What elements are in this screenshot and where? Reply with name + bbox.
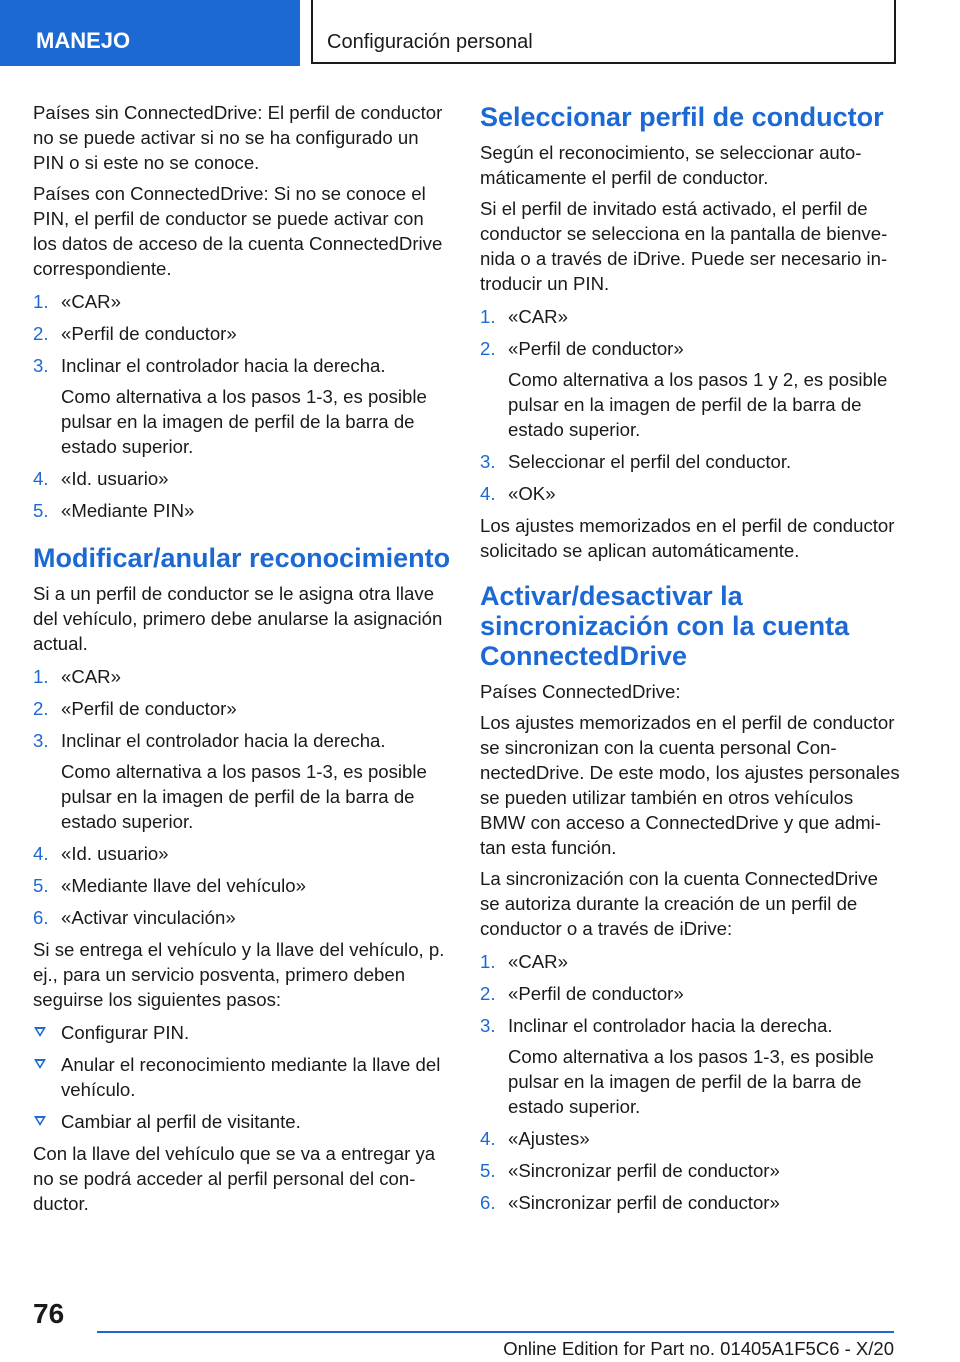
section-heading: Modificar/anular reconocimiento bbox=[33, 543, 451, 573]
step-item bbox=[33, 873, 451, 898]
step-number: 3. bbox=[480, 451, 496, 472]
step-text: «Perfil de conductor» bbox=[508, 338, 684, 359]
step-item bbox=[33, 664, 451, 689]
step-number: 5. bbox=[33, 500, 49, 521]
step-item bbox=[33, 905, 451, 930]
step-note: Como alternativa a los pasos 1 y 2, es posible pulsar en la imagen de perfil de la barra de estado superior. bbox=[508, 369, 888, 440]
step-number: 2. bbox=[33, 698, 49, 719]
step-item bbox=[480, 1190, 900, 1215]
step-item bbox=[480, 336, 900, 442]
step-text: «Sincronizar perfil de conductor» bbox=[508, 1192, 780, 1213]
step-number: 3. bbox=[33, 730, 49, 751]
step-text: Inclinar el controlador hacia la derecha. bbox=[508, 1015, 833, 1036]
step-number: 5. bbox=[33, 875, 49, 896]
step-text: «CAR» bbox=[508, 306, 568, 327]
triangle-bullet-icon bbox=[34, 1116, 46, 1126]
chapter-title: Configuración personal bbox=[311, 0, 896, 64]
right-column bbox=[480, 100, 900, 1222]
step-text: «Id. usuario» bbox=[61, 468, 169, 489]
paragraph: Los ajustes memorizados en el perfil de conductor se sincronizan con la cuenta personal ConnectedDrive. De este modo, los ajustes personales se pueden utilizar también en otros vehículos BMW con acceso a ConnectedDrive y que admitan esta función. bbox=[480, 712, 900, 858]
step-note: Como alternativa a los pasos 1-3, es posible pulsar en la imagen de perfil de la barra de estado superior. bbox=[508, 1046, 874, 1117]
steps-list bbox=[33, 664, 451, 930]
edition-note: Online Edition for Part no. 01405A1F5C6 - X/20 bbox=[503, 1338, 894, 1359]
step-number: 4. bbox=[480, 483, 496, 504]
footer-divider bbox=[97, 1331, 894, 1333]
step-text: «Mediante PIN» bbox=[61, 500, 195, 521]
step-note: Como alternativa a los pasos 1-3, es posible pulsar en la imagen de perfil de la barra de estado superior. bbox=[61, 761, 427, 832]
step-number: 4. bbox=[33, 843, 49, 864]
page-header bbox=[0, 0, 960, 66]
step-item bbox=[480, 949, 900, 974]
left-column bbox=[33, 100, 451, 1222]
step-text: «Perfil de conductor» bbox=[61, 323, 237, 344]
step-item bbox=[480, 449, 900, 474]
section-heading: Activar/desactivar la sincronización con la cuenta ConnectedDrive bbox=[480, 581, 850, 671]
section-heading: Seleccionar perfil de conductor bbox=[480, 102, 884, 132]
step-item bbox=[480, 1126, 900, 1151]
steps-list bbox=[480, 304, 900, 506]
step-item bbox=[480, 1158, 900, 1183]
step-text: «CAR» bbox=[61, 666, 121, 687]
bullet-item: Anular el reconocimiento mediante la llave del vehículo. bbox=[33, 1052, 451, 1102]
step-item bbox=[33, 466, 451, 491]
paragraph: Según el reconocimiento, se seleccionar automáticamente el perfil de conductor. bbox=[480, 142, 862, 188]
step-text: Inclinar el controlador hacia la derecha. bbox=[61, 355, 386, 376]
paragraph: Si se entrega el vehículo y la llave del vehículo, p. ej., para un servicio posventa, primero deben seguirse los siguientes pasos: bbox=[33, 939, 445, 1010]
step-number: 2. bbox=[33, 323, 49, 344]
step-number: 1. bbox=[480, 951, 496, 972]
step-text: «Id. usuario» bbox=[61, 843, 169, 864]
step-number: 2. bbox=[480, 338, 496, 359]
steps-list bbox=[480, 949, 900, 1215]
step-number: 1. bbox=[33, 666, 49, 687]
paragraph: Países con ConnectedDrive: Si no se conoce el PIN, el perfil de conductor se puede activar con los datos de acceso de la cuenta ConnectedDrive correspondiente. bbox=[33, 183, 443, 279]
step-note: Como alternativa a los pasos 1-3, es posible pulsar en la imagen de perfil de la barra de estado superior. bbox=[61, 386, 427, 457]
step-number: 3. bbox=[33, 355, 49, 376]
step-text: «Mediante llave del vehículo» bbox=[61, 875, 306, 896]
paragraph: Si el perfil de invitado está activado, el perfil de conductor se selecciona en la pantalla de bienvenida o a través de iDrive. Puede ser necesario introducir un PIN. bbox=[480, 198, 888, 294]
step-item bbox=[33, 353, 451, 459]
step-text: «CAR» bbox=[508, 951, 568, 972]
step-number: 6. bbox=[33, 907, 49, 928]
paragraph: Los ajustes memorizados en el perfil de conductor solicitado se aplican automáticamente. bbox=[480, 515, 895, 561]
step-number: 5. bbox=[480, 1160, 496, 1181]
step-text: «OK» bbox=[508, 483, 556, 504]
step-number: 3. bbox=[480, 1015, 496, 1036]
step-item bbox=[33, 321, 451, 346]
bullet-list bbox=[33, 1020, 451, 1134]
step-item bbox=[33, 289, 451, 314]
step-text: «Sincronizar perfil de conductor» bbox=[508, 1160, 780, 1181]
paragraph: Con la llave del vehículo que se va a entregar ya no se podrá acceder al perfil personal del conductor. bbox=[33, 1143, 436, 1214]
step-item bbox=[33, 841, 451, 866]
step-item bbox=[480, 304, 900, 329]
paragraph: Países ConnectedDrive: bbox=[480, 681, 681, 702]
step-number: 6. bbox=[480, 1192, 496, 1213]
step-text: Inclinar el controlador hacia la derecha. bbox=[61, 730, 386, 751]
step-text: «Perfil de conductor» bbox=[61, 698, 237, 719]
step-text: «Ajustes» bbox=[508, 1128, 590, 1149]
step-item bbox=[33, 498, 451, 523]
step-number: 1. bbox=[480, 306, 496, 327]
paragraph: La sincronización con la cuenta ConnectedDrive se autoriza durante la creación de un perfil de conductor o a través de iDrive: bbox=[480, 868, 878, 939]
step-text: Seleccionar el perfil del conductor. bbox=[508, 451, 792, 472]
step-text: «Activar vinculación» bbox=[61, 907, 236, 928]
step-item bbox=[480, 481, 900, 506]
step-item bbox=[480, 981, 900, 1006]
steps-list bbox=[33, 289, 451, 523]
triangle-bullet-icon bbox=[34, 1059, 46, 1069]
bullet-item: Configurar PIN. bbox=[33, 1020, 451, 1045]
step-number: 4. bbox=[33, 468, 49, 489]
step-number: 4. bbox=[480, 1128, 496, 1149]
step-number: 1. bbox=[33, 291, 49, 312]
step-text: «CAR» bbox=[61, 291, 121, 312]
paragraph: Países sin ConnectedDrive: El perfil de conductor no se puede activar si no se ha configurado un PIN o si este no se conoce. bbox=[33, 102, 443, 173]
step-text: «Perfil de conductor» bbox=[508, 983, 684, 1004]
paragraph: Si a un perfil de conductor se le asigna otra llave del vehículo, primero debe anularse la asignación actual. bbox=[33, 583, 443, 654]
step-number: 2. bbox=[480, 983, 496, 1004]
step-item bbox=[480, 1013, 900, 1119]
section-tab: MANEJO bbox=[0, 0, 300, 66]
page-number: 76 bbox=[33, 1298, 65, 1329]
triangle-bullet-icon bbox=[34, 1027, 46, 1037]
step-item bbox=[33, 696, 451, 721]
bullet-item: Cambiar al perfil de visitante. bbox=[33, 1109, 451, 1134]
step-item bbox=[33, 728, 451, 834]
